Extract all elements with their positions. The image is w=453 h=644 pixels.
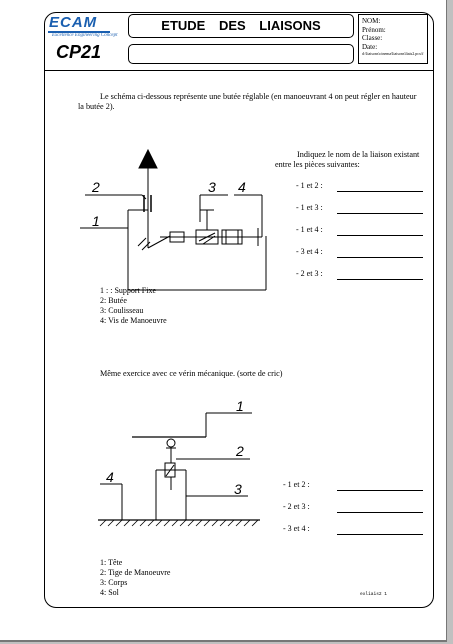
pair-label: - 1 et 2 : — [296, 181, 323, 190]
diagram2-label: 4 — [106, 469, 114, 485]
diagram1-label: 2 — [92, 179, 100, 195]
exercise1-intro: Le schéma ci-dessous représente une butée réglable (en manoeuvrant 4 on peut régler en hauteur la butée 2). — [78, 92, 417, 111]
exercise2-intro: Même exercice avec ce vérin mécanique. (sorte de cric) — [100, 369, 283, 378]
arrow-icon — [139, 150, 157, 168]
date-field: Date: — [362, 42, 378, 51]
diagram2-label: 2 — [236, 443, 244, 459]
pair-label: - 1 et 2 : — [283, 480, 310, 489]
legend-item: 2: Tige de Manoeuvre — [100, 568, 171, 577]
pair-label: - 1 et 4 : — [296, 225, 323, 234]
answer-line[interactable] — [337, 534, 423, 535]
legend-item: 4: Vis de Manoeuvre — [100, 316, 167, 325]
legend-item: 3: Coulisseau — [100, 306, 144, 315]
page-reference: exliais2 1 — [360, 592, 388, 597]
legend-item: 1 : : Support Fixe — [100, 286, 157, 295]
diagram2-label: 1 — [236, 398, 244, 414]
logo-tagline: Excellence Engineering Concept — [52, 33, 118, 38]
legend-item: 3: Corps — [100, 578, 128, 587]
exercise1-legend — [100, 286, 167, 326]
pair-label: - 2 et 3 : — [283, 502, 310, 511]
logo-brand: ECAM — [49, 14, 98, 31]
answer-line[interactable] — [337, 490, 423, 491]
page-title: ETUDE DES LIAISONS — [128, 14, 354, 38]
pair-label: - 3 et 4 : — [283, 524, 310, 533]
pair-label: - 2 et 3 : — [296, 269, 323, 278]
name-field: NOM: — [362, 17, 381, 25]
legend-item: 4: Sol — [100, 588, 119, 597]
pair-label: - 3 et 4 : — [296, 247, 323, 256]
logo-class: CP21 — [56, 42, 102, 62]
exercise1-question: Indiquez le nom de la liaison existant entre les pièces suivantes: — [275, 150, 420, 169]
diagram1-label: 4 — [238, 179, 246, 195]
diagram2-label: 3 — [234, 481, 242, 497]
answer-line[interactable] — [337, 512, 423, 513]
pair-label: - 1 et 3 : — [296, 203, 323, 212]
class-field: Classe: — [362, 34, 383, 42]
diagram1-label: 3 — [208, 179, 216, 195]
exercise2-legend — [100, 558, 170, 598]
legend-item: 2: Butée — [100, 296, 127, 305]
diagram1-label: 1 — [92, 213, 100, 229]
firstname-field: Prénom: — [362, 25, 386, 34]
file-path: d:\liaisons\cinema\liaisons\liais2.pcx\f — [362, 51, 424, 56]
legend-item: 1: Tête — [100, 558, 123, 567]
